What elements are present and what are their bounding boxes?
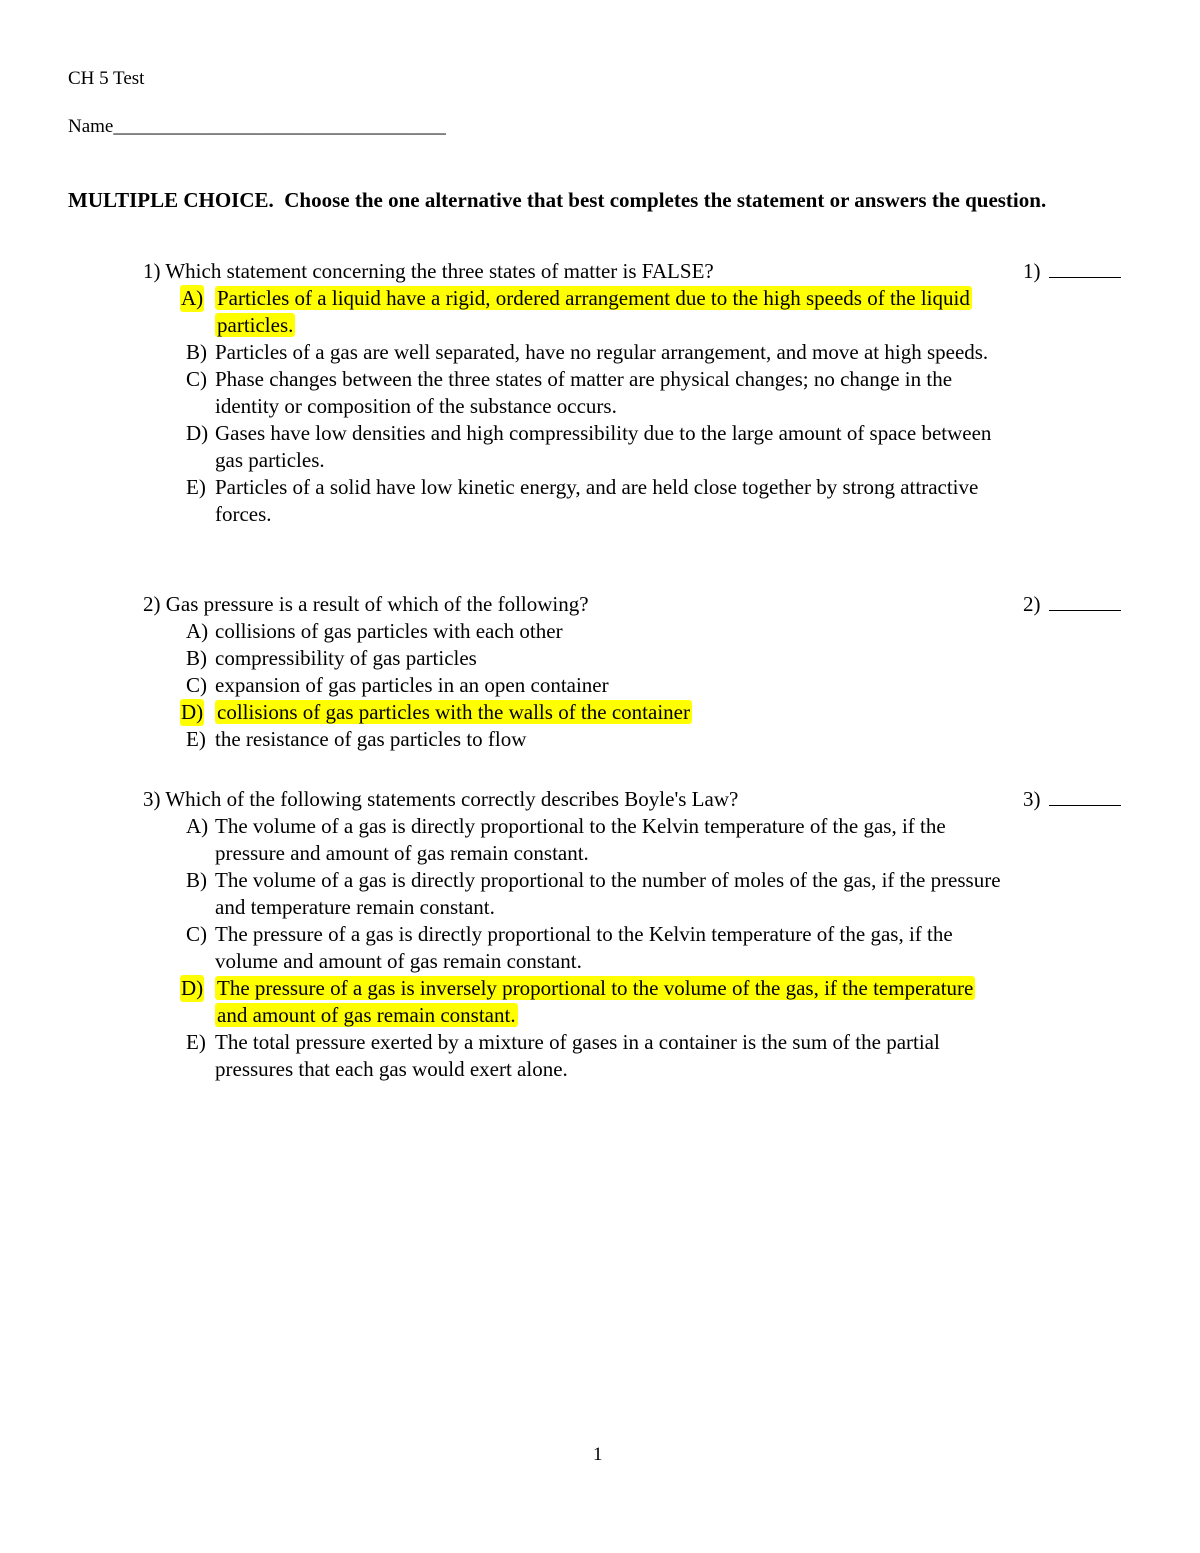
choice-letter: E) [186,475,206,499]
choice-letter: D) [181,976,204,1000]
choice-letter: D) [186,421,209,445]
question-stem: 2) Gas pressure is a result of which of the following? [143,592,589,616]
choice-text: The pressure of a gas is directly proportional to the Kelvin temperature of the gas, if the volume and amount of gas remain constant. [215,922,953,973]
choice-b[interactable] [0,339,1200,366]
choice-letter: B) [186,340,207,364]
question-stem: 1) Which statement concerning the three states of matter is FALSE? [143,259,714,283]
choice-d[interactable] [0,699,1200,726]
choice-a[interactable] [0,813,1200,867]
answer-line[interactable] [1049,259,1121,278]
choice-e[interactable] [0,1029,1200,1083]
choice-text: the resistance of gas particles to flow [215,727,527,751]
choice-text: expansion of gas particles in an open container [215,673,609,697]
answer-blank[interactable] [1023,591,1121,618]
choice-text: Particles of a gas are well separated, have no regular arrangement, and move at high speeds. [215,340,989,364]
choice-letter: B) [186,868,207,892]
choice-letter: C) [186,922,207,946]
answer-number: 2) [1023,592,1041,616]
choice-text-highlighted: collisions of gas particles with the walls of the container [217,700,690,724]
name-field-label: Name___________________________________ [68,116,446,137]
choice-text: The volume of a gas is directly proportional to the Kelvin temperature of the gas, if the pressure and amount of gas remain constant. [215,814,946,865]
choice-text: The volume of a gas is directly proportional to the number of moles of the gas, if the pressure and temperature remain constant. [215,868,1001,919]
answer-line[interactable] [1049,787,1121,806]
answer-blank[interactable] [1023,786,1121,813]
choice-text-highlighted: The pressure of a gas is inversely proportional to the volume of the gas, if the temperature and amount of gas remain constant. [217,976,974,1027]
choice-letter: D) [181,700,204,724]
choice-text: Phase changes between the three states of matter are physical changes; no change in the identity or composition of the substance occurs. [215,367,953,418]
choice-letter: C) [186,367,207,391]
choice-letter: E) [186,1030,206,1054]
choice-text: collisions of gas particles with each other [215,619,563,643]
choice-text: Gases have low densities and high compressibility due to the large amount of space between gas particles. [215,421,992,472]
page-number: 1 [593,1444,603,1465]
choice-list [0,618,1200,753]
instructions-text: Choose the one alternative that best completes the statement or answers the question. [284,188,1047,212]
choice-c[interactable] [0,366,1200,420]
answer-line[interactable] [1049,592,1121,611]
choice-a[interactable] [0,285,1200,339]
choice-d[interactable] [0,975,1200,1029]
choice-list [0,285,1200,528]
choice-b[interactable] [0,645,1200,672]
choice-letter: E) [186,727,206,751]
section-instructions [68,186,1088,214]
choice-e[interactable] [0,726,1200,753]
choice-text: Particles of a solid have low kinetic energy, and are held close together by strong attractive forces. [215,475,979,526]
choice-b[interactable] [0,867,1200,921]
choice-letter: A) [186,814,209,838]
choice-letter: A) [186,619,209,643]
choice-c[interactable] [0,921,1200,975]
choice-list [0,813,1200,1083]
choice-text-highlighted: Particles of a liquid have a rigid, ordered arrangement due to the high speeds of the liquid particles. [217,286,970,337]
answer-number: 1) [1023,259,1041,283]
choice-a[interactable] [0,618,1200,645]
choice-letter: C) [186,673,207,697]
choice-text: compressibility of gas particles [215,646,477,670]
choice-letter: B) [186,646,207,670]
section-heading: MULTIPLE CHOICE. [68,188,274,212]
question-stem: 3) Which of the following statements correctly describes Boyle's Law? [143,787,739,811]
answer-number: 3) [1023,787,1041,811]
choice-letter: A) [181,286,204,310]
choice-c[interactable] [0,672,1200,699]
choice-text: The total pressure exerted by a mixture of gases in a container is the sum of the partial pressures that each gas would exert alone. [215,1030,940,1081]
choice-e[interactable] [0,474,1200,528]
choice-d[interactable] [0,420,1200,474]
test-title: CH 5 Test [68,68,145,89]
answer-blank[interactable] [1023,258,1121,285]
